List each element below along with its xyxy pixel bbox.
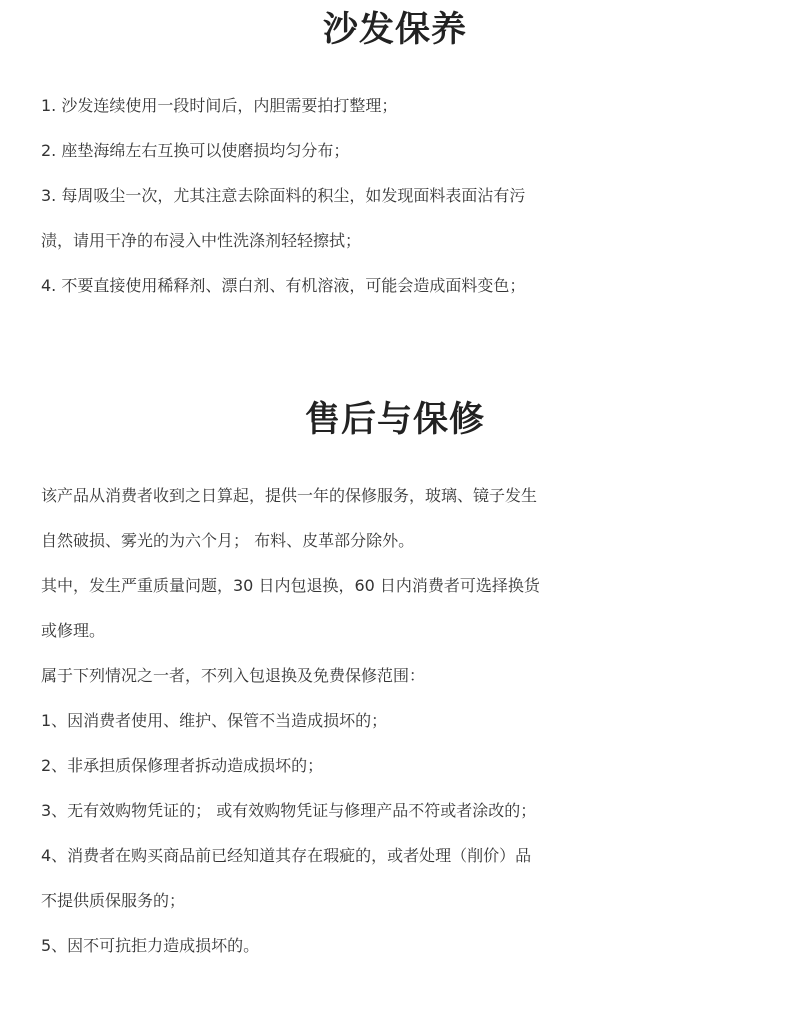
warranty-section (0, 390, 790, 968)
warranty-line: 属于下列情况之一者，不列入包退换及免费保修范围： (41, 666, 426, 685)
care-section (0, 0, 790, 308)
care-item-continued: 渍，请用干净的布浸入中性洗涤剂轻轻擦拭； (41, 231, 362, 250)
care-list (0, 83, 790, 308)
warranty-exclusion-item: 2、非承担质保修理者拆动造成损坏的； (41, 756, 324, 775)
warranty-line: 其中，发生严重质量问题，30 日内包退换，60 日内消费者可选择换货 (41, 576, 540, 595)
warranty-line: 自然破损、雾光的为六个月； 布料、皮革部分除外。 (41, 531, 415, 550)
warranty-exclusion-item: 3、无有效购物凭证的； 或有效购物凭证与修理产品不符或者涂改的； (41, 801, 537, 820)
warranty-exclusion-item: 5、因不可抗拒力造成损坏的。 (41, 936, 260, 955)
care-title: 沙发保养 (322, 10, 467, 50)
warranty-line: 该产品从消费者收到之日算起，提供一年的保修服务，玻璃、镜子发生 (41, 486, 538, 505)
care-item: 3. 每周吸尘一次，尤其注意去除面料的积尘，如发现面料表面沾有污 (41, 186, 526, 205)
warranty-list (0, 473, 790, 968)
warranty-line: 或修理。 (41, 621, 106, 640)
warranty-exclusion-item: 4、消费者在购买商品前已经知道其存在瑕疵的，或者处理（削价）品 (41, 846, 532, 865)
care-item: 2. 座垫海绵左右互换可以使磨损均匀分布； (41, 141, 350, 160)
warranty-title: 售后与保修 (304, 400, 485, 440)
care-item: 4. 不要直接使用稀释剂、漂白剂、有机溶液，可能会造成面料变色； (41, 276, 526, 295)
warranty-exclusion-item: 1、因消费者使用、维护、保管不当造成损坏的； (41, 711, 388, 730)
warranty-exclusion-item-continued: 不提供质保服务的； (41, 891, 186, 910)
care-item: 1. 沙发连续使用一段时间后，内胆需要拍打整理； (41, 96, 398, 115)
